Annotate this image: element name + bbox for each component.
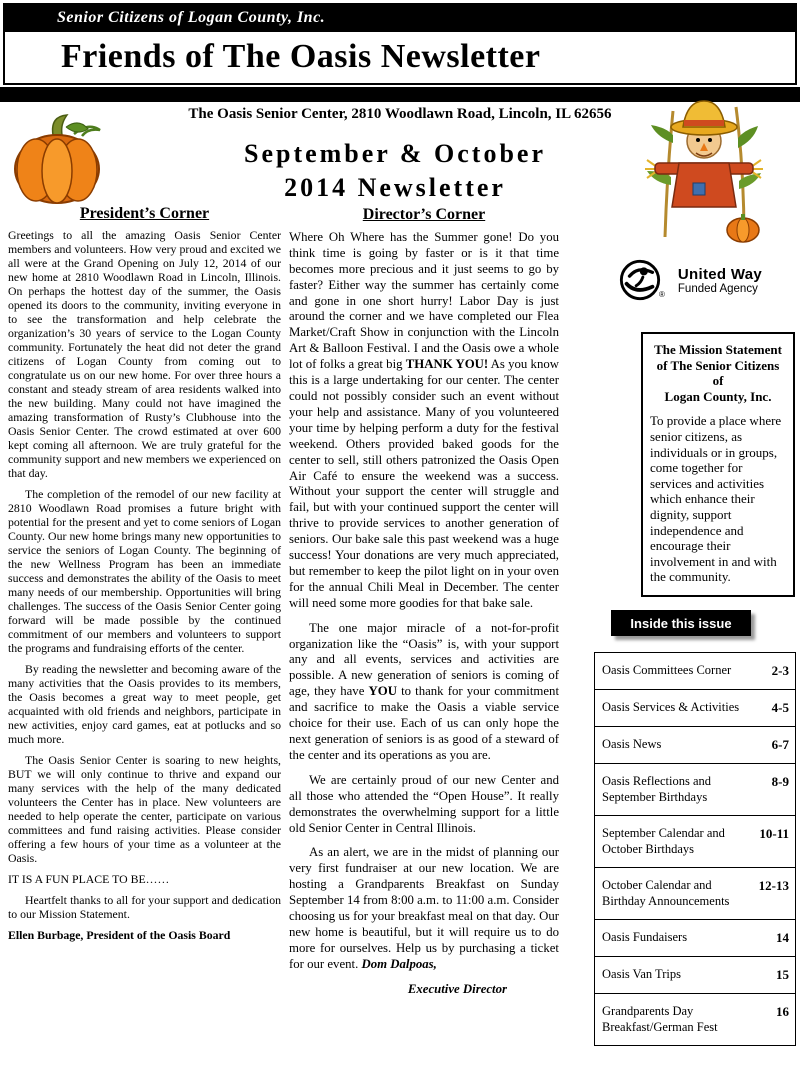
toc-label: Oasis Services & Activities — [602, 700, 740, 714]
toc-page-number: 6-7 — [771, 737, 789, 752]
center-address: The Oasis Senior Center, 2810 Woodlawn Road, Lincoln, IL 62656 — [188, 106, 612, 122]
inside-this-issue-header: Inside this issue — [611, 610, 751, 636]
united-way-text — [678, 266, 762, 295]
you-emphasis: YOU — [368, 684, 397, 699]
toc-page-number: 16 — [776, 1004, 789, 1019]
paragraph-text: to thank for your commitment and sacrifice to make the Oasis a viable service choice for their use. Each of us can only hope the next generation of seniors is as good of a steward of the center and its operations as you are. — [289, 684, 559, 762]
table-of-contents — [594, 652, 796, 1045]
toc-row — [594, 815, 796, 868]
toc-label: Oasis Fundaisers — [602, 930, 688, 944]
paragraph — [289, 621, 559, 764]
united-way-mark-icon — [618, 258, 662, 302]
paragraph: By reading the newsletter and becoming aware of the many activities that the Oasis provides to its members, the Oasis becomes a great way to meet people, get acquainted with old friends and neighbors, participate in new activities, enjoy card games, eat at potlucks and so much more. — [8, 662, 281, 746]
paragraph: The Oasis Senior Center is soaring to new heights, BUT we will only continue to thrive and expand our many services with the help of the many dedicated volunteers the Center has in place. New volunteers are needed to help operate the center, participate on various committees and fund raising activities. Please consider offering a few hours of your time as a volunteer at the Oasis. — [8, 753, 281, 865]
mission-heading-line1: The Mission Statement — [654, 342, 782, 357]
toc-page-number: 14 — [776, 930, 789, 945]
org-name: Senior Citizens of Logan County, Inc. — [5, 5, 795, 32]
toc-page-number: 8-9 — [771, 774, 789, 789]
toc-label: Oasis Reflections and September Birthdays — [602, 774, 712, 804]
paragraph-text: Where Oh Where has the Summer gone! Do you think time is going by faster or is it that time becomes more precious and it just seems to go by faster? Either way the summer has certainly come and gone in one short hurry! Labor Day is just around the corner and we have completed our Flea Market/Craft Show in conjunction with the Lincoln Art & Balloon Festival. I and the Oasis owe a whole lot of folks a great big — [289, 229, 559, 372]
issue-title — [170, 137, 620, 205]
toc-page-number: 10-11 — [759, 826, 789, 841]
registered-mark: ® — [659, 289, 665, 299]
issue-line2: 2014 Newsletter — [284, 172, 506, 202]
mission-body: To provide a place where senior citizens, as individuals or in groups, come together for services and activities which enhance their dignity, support independence and encourage their involvement in and with the community. — [650, 413, 782, 585]
toc-label: Oasis Committees Corner — [602, 663, 732, 677]
fun-place-line: IT IS A FUN PLACE TO BE…… — [8, 872, 170, 886]
masthead — [3, 3, 797, 85]
pumpkin-icon — [6, 112, 108, 207]
director-signature-title: Executive Director — [407, 981, 507, 996]
united-way-tagline: Funded Agency — [677, 282, 758, 295]
toc-row — [594, 956, 796, 994]
toc-row — [594, 867, 796, 920]
paragraph — [289, 230, 559, 612]
paragraph: We are certainly proud of our new Center and all those who attended the “Open House”. It really demonstrates the overwhelming support for a little old Senior Center in Central Illinois. — [289, 772, 559, 835]
paragraph-text: The one major miracle of a not-for-profit organization like the “Oasis” is, with your support any and all events, services and activities are possible. A new generation of seniors is coming of age, they have — [289, 620, 559, 699]
director-signature-name: Dom Dalpoas, — [361, 956, 437, 971]
toc-page-number: 4-5 — [771, 700, 789, 715]
paragraph — [289, 845, 559, 972]
paragraph-text: As you know this is a large undertaking for our center. The center could not possibly consider such an event without your help and assistance. Many of you volunteered your time by helping perform a duty for the festival weekend. Others provided baked goods for the center to sell, still others patronized the Oasis Open Air Café to ensure the weekend was a success. Without your support the center will struggle and fail, but with your continued support the center will thrive to provide services to another generation of seniors. Our bake sale this past weekend was a huge success! Your donations are very much appreciated, but remember to keep the pilot light on in your oven for the annual Chili Meal in December. The center will need some more goodies for that bake sale. — [289, 357, 559, 610]
toc-row — [594, 652, 796, 690]
toc-label: October Calendar and Birthday Announcements — [602, 878, 730, 908]
toc-row — [594, 993, 796, 1046]
united-way-name: United Way — [677, 265, 763, 283]
toc-label: Oasis Van Trips — [602, 967, 681, 981]
presidents-corner-section — [8, 207, 281, 949]
mission-statement-box — [641, 332, 795, 597]
paragraph: The completion of the remodel of our new facility at 2810 Woodlawn Road promises a future bright with potential for the present and yet to come seniors of Logan County. Our new home brings many new opportunities to service the seniors of Logan County. The beginning of the new Wellness Program has been an immediate success and demonstrates the ability of the Oasis to meet many needs of our membership. Opportunities will bring challenges. The success of the Oasis Senior Center going forward will be made possible by the continued commitment of our members and volunteers to support the programs and fundraising efforts of the center. — [8, 487, 281, 655]
mission-heading — [650, 342, 786, 404]
toc-label: September Calendar and October Birthdays — [602, 826, 725, 856]
united-way-logo — [618, 258, 793, 302]
issue-line1: September & October — [243, 139, 546, 168]
paragraph-text: As an alert, we are in the midst of planning our very first fundraiser at our new location. We are hosting a Grandparents Breakfast on Sunday September 14 from 8:00 a.m. to 11:00 a.m. Consider choosing us for your breakfast meal on that day. Our new home is beautiful, but it will require us to do more for ourselves. Help us by purchasing a ticket for our event. — [289, 845, 559, 971]
toc-row — [594, 726, 796, 764]
toc-page-number: 12-13 — [758, 878, 789, 893]
directors-corner-heading: Director’s Corner — [362, 206, 486, 223]
thank-you-emphasis: THANK YOU! — [405, 357, 489, 372]
newsletter-title: Friends of The Oasis Newsletter — [5, 32, 795, 83]
directors-corner-section — [289, 207, 559, 1007]
paragraph: Greetings to all the amazing Oasis Senior Center members and volunteers. How very proud and excited we all were at the Grand Opening on July 12, 2014 of our new home at 2810 Woodlawn Road in Lincoln, Illinois. On perhaps the hottest day of the summer, the Oasis opened its doors to the community, inviting everyone in to see the transformation and help celebrate the organization’s 30 years of service to the Logan County community. Fortunately the heat did not deter the grand citizens of Logan County from coming out to congratulate us on our new home. For over three hours a constant and steady stream of area residents walked into the new building. Many could not have imagined the amazing transformation of Rusty’s Clubhouse into the Oasis Senior Center. The crowd estimated at over 600 kept coming all afternoon. We are truly grateful for the community support and new members we experienced on that day. — [8, 228, 281, 480]
president-signature: Ellen Burbage, President of the Oasis Board — [8, 928, 231, 942]
toc-row — [594, 689, 796, 727]
toc-page-number: 2-3 — [771, 663, 789, 678]
thanks-line: Heartfelt thanks to all for your support and dedication to our Mission Statement. — [8, 893, 281, 921]
toc-page-number: 15 — [776, 967, 789, 982]
toc-row — [594, 919, 796, 957]
mission-heading-line3: Logan County, Inc. — [664, 388, 772, 404]
presidents-corner-heading: President’s Corner — [79, 205, 210, 222]
toc-label: Grandparents Day Breakfast/German Fest — [602, 1004, 718, 1034]
toc-label: Oasis News — [602, 737, 662, 751]
mission-heading-line2: of The Senior Citizens of — [656, 357, 780, 389]
toc-row — [594, 763, 796, 816]
scarecrow-icon — [643, 93, 765, 243]
